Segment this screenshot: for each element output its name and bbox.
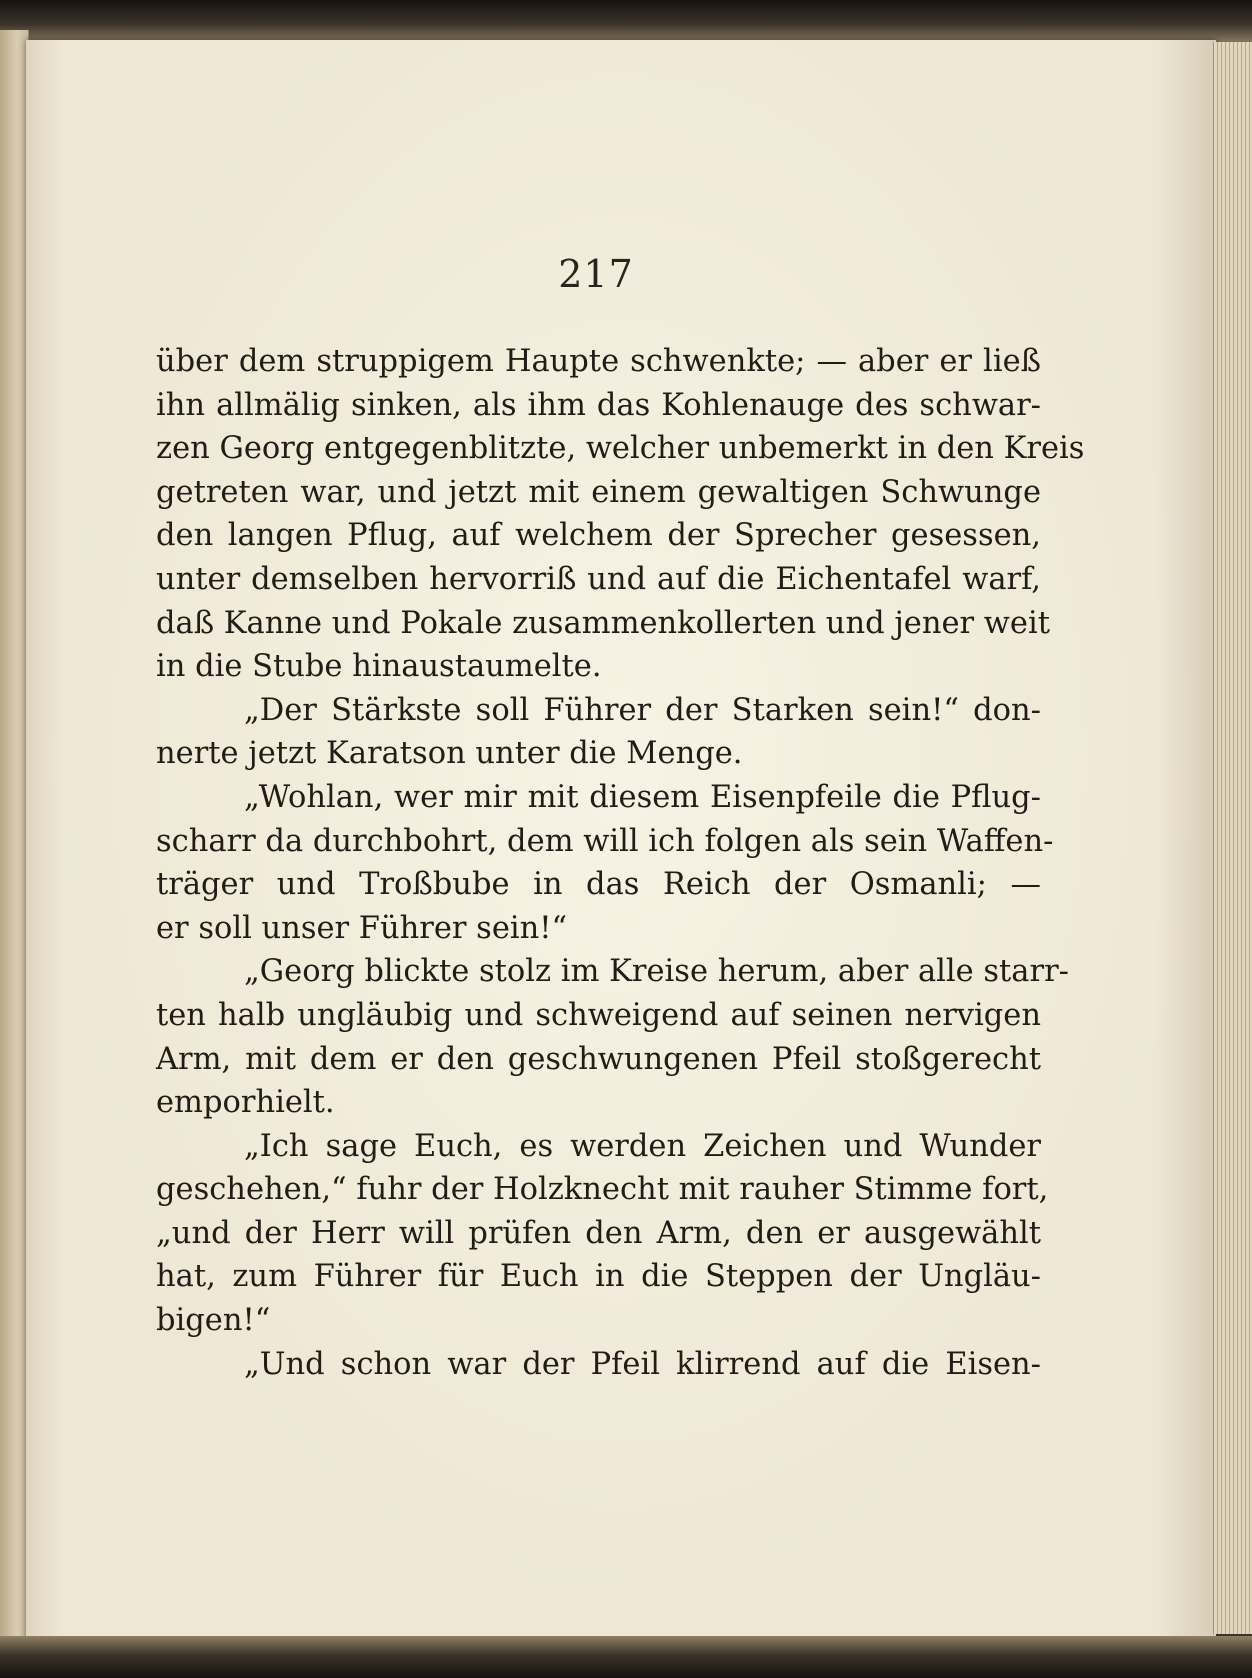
text-line: er soll unser Führer sein!“ [156, 910, 568, 946]
text-line: „Der Stärkste soll Führer der Starken sein!“ don- [244, 692, 1041, 728]
book-bottom-edge [0, 1636, 1252, 1678]
text-line: bigen!“ [156, 1303, 271, 1339]
text-line: nerte jetzt Karatson unter die Menge. [156, 736, 743, 772]
page-number: 217 [558, 252, 634, 296]
text-line: träger und Troßbube in das Reich der Osmanli; — [156, 867, 1041, 903]
text-line: geschehen,“ fuhr der Holzknecht mit rauher Stimme fort, [156, 1172, 1049, 1208]
text-line: scharr da durchbohrt, dem will ich folgen als sein Waffen- [156, 823, 1054, 859]
text-line: zen Georg entgegenblitzte, welcher unbemerkt in den Kreis [156, 431, 1085, 467]
text-line: daß Kanne und Pokale zusammenkollerten und jener weit [156, 605, 1050, 641]
book-top-edge [0, 0, 1252, 44]
text-line: „Georg blickte stolz im Kreise herum, aber alle starr- [244, 954, 1069, 990]
text-line: über dem struppigem Haupte schwenkte; — aber er ließ [156, 344, 1041, 379]
book-page [26, 40, 1216, 1638]
text-line: in die Stube hinaustaumelte. [156, 649, 602, 685]
text-line: emporhielt. [156, 1085, 335, 1121]
text-line: „Und schon war der Pfeil klirrend auf die Eisen- [244, 1346, 1041, 1382]
text-line: getreten war, und jetzt mit einem gewaltigen Schwunge [156, 474, 1041, 510]
text-line: ihn allmälig sinken, als ihm das Kohlenauge des schwar- [156, 387, 1041, 423]
text-line: den langen Pflug, auf welchem der Sprecher gesessen, [156, 518, 1041, 554]
text-line: „Wohlan, wer mir mit diesem Eisenpfeile die Pflug- [244, 779, 1041, 815]
text-line: unter demselben hervorriß und auf die Eichentafel warf, [156, 561, 1041, 597]
left-page-edge [0, 30, 29, 1640]
text-line: Arm, mit dem er den geschwungenen Pfeil stoßgerecht [156, 1041, 1041, 1077]
text-line: „Ich sage Euch, es werden Zeichen und Wunder [244, 1128, 1041, 1164]
body-text [156, 340, 1085, 1386]
page-stack-edge [1213, 42, 1252, 1634]
text-line: hat, zum Führer für Euch in die Steppen der Ungläu- [156, 1259, 1041, 1295]
text-line: ten halb ungläubig und schweigend auf seinen nervigen [156, 997, 1041, 1033]
text-line: „und der Herr will prüfen den Arm, den er ausgewählt [156, 1215, 1041, 1251]
